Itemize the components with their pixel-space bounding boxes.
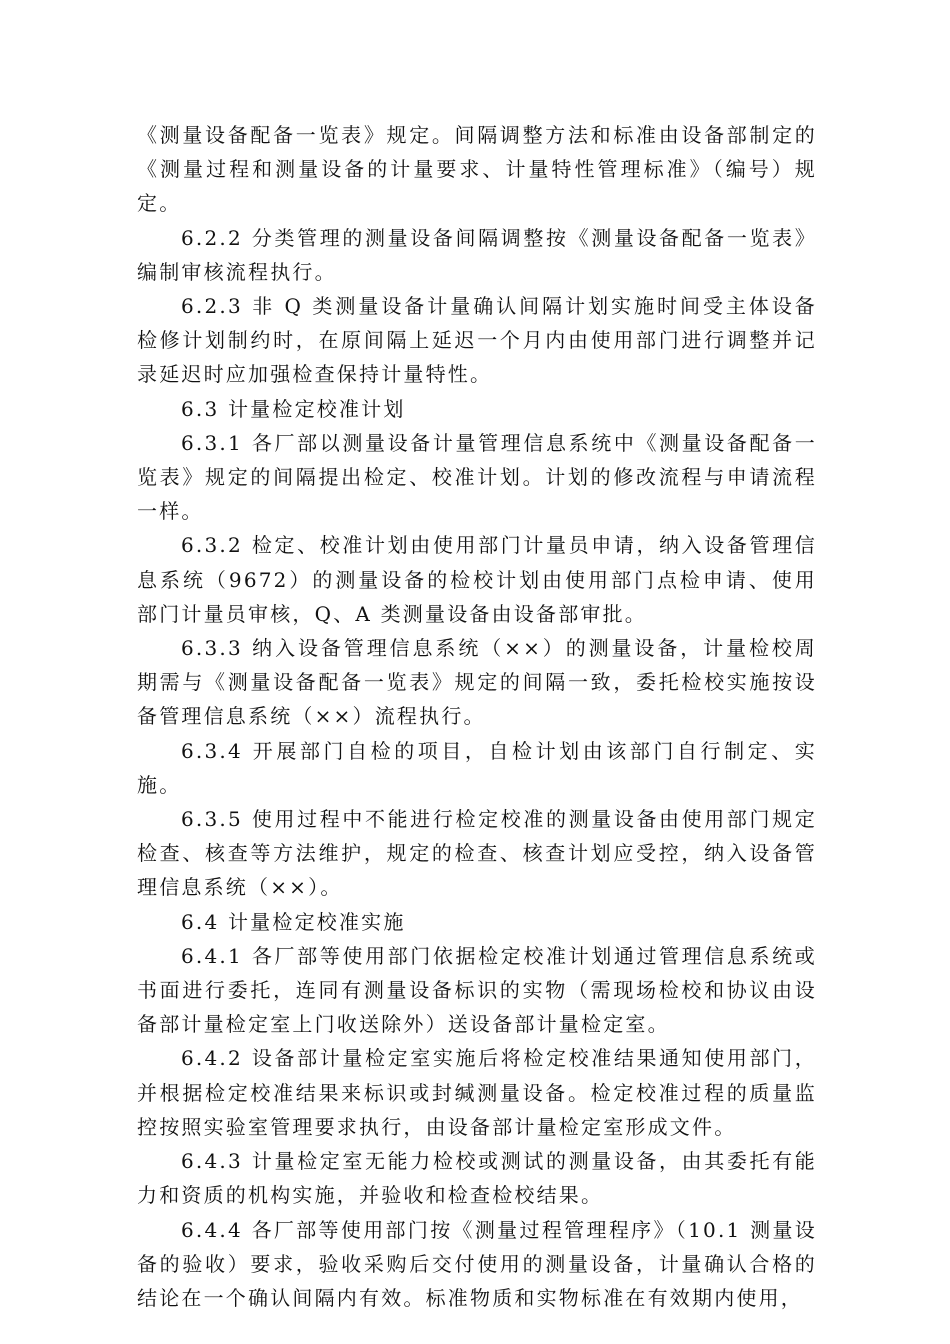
paragraph-6-2-3: 6.2.3 非 Q 类测量设备计量确认间隔计划实施时间受主体设备检修计划制约时，在原间隔上延迟一个月内由使用部门进行调整并记录延迟时应加强检查保持计量特性。 bbox=[137, 294, 817, 387]
heading-6-3: 6.3 计量检定校准计划 bbox=[181, 396, 406, 421]
paragraph-6-3-1: 6.3.1 各厂部以测量设备计量管理信息系统中《测量设备配备一览表》规定的间隔提出检定、校准计划。计划的修改流程与申请流程一样。 bbox=[137, 430, 817, 524]
paragraph-6-4-1: 6.4.1 各厂部等使用部门依据检定校准计划通过管理信息系统或书面进行委托，连同有测量设备标识的实物（需现场检校和协议由设备部计量检定室上门收送除外）送设备部计量检定室。 bbox=[137, 943, 817, 1037]
paragraph-6-3-3: 6.3.3 纳入设备管理信息系统（××）的测量设备，计量检校周期需与《测量设备配备一览表》规定的间隔一致，委托检校实施按设备管理信息系统（××）流程执行。 bbox=[137, 636, 817, 729]
paragraph-6-3-5: 6.3.5 使用过程中不能进行检定校准的测量设备由使用部门规定检查、核查等方法维护，规定的检查、核查计划应受控，纳入设备管理信息系统（××）。 bbox=[137, 807, 817, 900]
heading-6-4: 6.4 计量检定校准实施 bbox=[181, 909, 406, 934]
paragraph-continuation: 《测量设备配备一览表》规定。间隔调整方法和标准由设备部制定的《测量过程和测量设备的计量要求、计量特性管理标准》（编号）规定。 bbox=[137, 123, 817, 216]
document-body bbox=[137, 118, 817, 1315]
paragraph-6-3-2: 6.3.2 检定、校准计划由使用部门计量员申请，纳入设备管理信息系统（9672）的测量设备的检校计划由使用部门点检申请、使用部门计量员审核，Q、A 类测量设备由设备部审批。 bbox=[137, 533, 817, 626]
paragraph-6-4-2: 6.4.2 设备部计量检定室实施后将检定校准结果通知使用部门，并根据检定校准结果来标识或封缄测量设备。检定校准过程的质量监控按照实验室管理要求执行，由设备部计量检定室形成文件。 bbox=[137, 1046, 817, 1139]
paragraph-6-4-3: 6.4.3 计量检定室无能力检校或测试的测量设备，由其委托有能力和资质的机构实施，并验收和检查检校结果。 bbox=[137, 1149, 817, 1208]
paragraph-6-4-4: 6.4.4 各厂部等使用部门按《测量过程管理程序》（10.1 测量设备的验收）要求，验收采购后交付使用的测量设备，计量确认合格的结论在一个确认间隔内有效。标准物质和实物标准在有效期内使用， bbox=[137, 1217, 817, 1310]
paragraph-6-3-4: 6.3.4 开展部门自检的项目，自检计划由该部门自行制定、实施。 bbox=[137, 738, 817, 797]
paragraph-6-2-2: 6.2.2 分类管理的测量设备间隔调整按《测量设备配备一览表》编制审核流程执行。 bbox=[137, 225, 817, 284]
